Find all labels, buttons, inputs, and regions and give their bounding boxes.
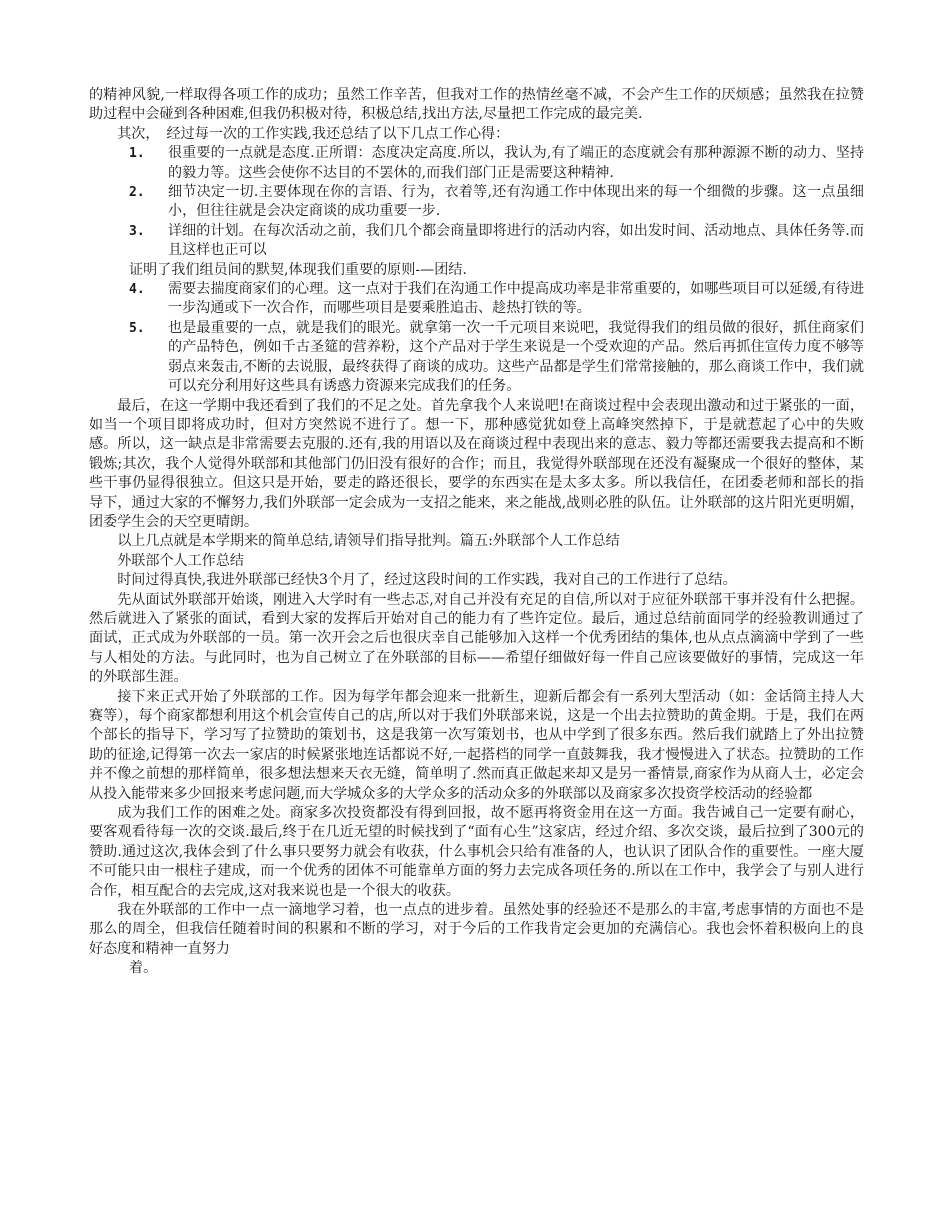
list-item-number: 3 . xyxy=(129,222,145,241)
list-item xyxy=(89,144,864,183)
list-item-number: 1 . xyxy=(129,144,145,163)
list-item-text: 很重要的一点就是态度.正所谓：态度决定高度.所以，我认为,有了端正的态度就会有那种源源不断的动力、坚持的毅力等。这些会使你不达目的不罢休的,而我们部门正是需要这种精神. xyxy=(168,145,864,181)
paragraph-difficulty: 成为我们工作的困难之处。商家多次投资都没有得到回报，故不愿再将资金用在这一方面。我告诫自己一定要有耐心，要客观看待每一次的交谈.最后,终于在几近无望的时候找到了“面有心生”这家店，经过介绍、多次交谈，最后拉到了300元的赞助.通过这次,我体会到了什么事只要努力就会有收获，什么事机会只给有准备的人，也认识了团队合作的重要性。一座大厦不可能只由一根柱子建成，而一个优秀的团体不可能靠单方面的努力去完成各项任务的.所以在工作中，我学会了与别人进行合作，相互配合的去完成,这对我来说也是一个很大的收获。 xyxy=(89,805,864,899)
list-item-number: 2 . xyxy=(129,183,145,202)
document-body xyxy=(89,86,864,979)
paragraph-finally: 最后，在这一学期中我还看到了我们的不足之处。首先拿我个人来说吧!在商谈过程中会表现出激动和过于紧张的一面，如当一个项目即将成功时，但对方突然说不进行了。想一下，那种感觉犹如登上高峰突然掉下，于是就惹起了心中的失败感。所以，这一缺点是非常需要去克服的.还有,我的用语以及在商谈过程中表现出来的意志、毅力等都还需要我去提高和不断锻炼;其次，我个人觉得外联部和其他部门仍旧没有很好的合作；而且，我觉得外联部现在还没有凝聚成一个很好的整体，某些干事仍显得很独立。但这只是开始，要走的路还很长，要学的东西实在是太多太多。所以我信任，在团委老师和部长的指导下，通过大家的不懈努力,我们外联部一定会成为一支招之能来，来之能战,战则必胜的队伍。让外联部的这片阳光更明媚，团委学生会的天空更晴朗。 xyxy=(89,397,864,530)
paragraph-unity: 证明了我们组员间的默契,体现我们重要的原则-—团结. xyxy=(129,261,467,278)
paragraph-end: 着。 xyxy=(129,960,158,977)
list-item-number: 4 . xyxy=(129,280,145,299)
list-item-text: 需要去揣度商家们的心理。这一点对于我们在沟通工作中提高成功率是非常重要的，如哪些项目可以延缓,有待进一步沟通或下一次合作，而哪些项目是要乘胜追击、趁热打铁的等。 xyxy=(168,281,864,317)
experience-list-b xyxy=(89,280,864,396)
list-item xyxy=(89,183,864,222)
list-item-text: 也是最重要的一点，就是我们的眼光。就拿第一次一千元项目来说吧，我觉得我们的组员做的很好，抓住商家们的产品特色，例如千古圣筵的营养粉，这个产品对于学生来说是一个受欢迎的产品。然后再抓住宣传力度不够等弱点来轰击,不断的去说服，最终获得了商谈的成功。这些产品都是学生们常常接触的，那么商谈工作中，我们就可以充分利用好这些具有诱惑力资源来完成我们的任务。 xyxy=(168,319,864,395)
paragraph-second: 其次， 经过每一次的工作实践,我还总结了以下几点工作心得： xyxy=(117,125,510,142)
section-title: 外联部个人工作总结 xyxy=(117,552,245,569)
paragraph-intro: 的精神风貌,一样取得各项工作的成功；虽然工作辛苦，但我对工作的热情丝毫不减，不会产生工作的厌烦感；虽然我在拉赞助过程中会碰到各种困难,但我仍积极对待，积极总结,找出方法,尽量把工作完成的最完美. xyxy=(89,87,864,123)
list-item xyxy=(89,280,864,319)
paragraph-summary: 以上几点就是本学期来的简单总结,请领导们指导批判。篇五:外联部个人工作总结 xyxy=(117,533,620,550)
list-item-number: 5 . xyxy=(129,319,145,338)
paragraph-interview: 先从面试外联部开始谈，刚进入大学时有一些忐忑,对自己并没有充足的自信,所以对于应征外联部干事并没有什么把握。然后就进入了紧张的面试，看到大家的发挥后开始对自己的能力有了些许定位。最后，通过总结前面同学的经验教训通过了面试，正式成为外联部的一员。第一次开会之后也很庆幸自己能够加入这样一个优秀团结的集体,也从点点滴滴中学到了一些与人相处的方法。与此同时，也为自己树立了在外联部的目标——希望仔细做好每一件自己应该要做好的事情，完成这一年的外联部生涯。 xyxy=(89,591,864,686)
list-item-text: 详细的计划。在每次活动之前，我们几个都会商量即将进行的活动内容，如出发时间、活动地点、具体任务等.而且这样也正可以 xyxy=(168,222,864,259)
list-item xyxy=(89,319,864,397)
list-item-text: 细节决定一切.主要体现在你的言语、行为，衣着等,还有沟通工作中体现出来的每一个细微的步骤。这一点虽细小，但往往就是会决定商谈的成功重要一步. xyxy=(168,184,864,220)
list-item xyxy=(89,222,864,261)
paragraph-time: 时间过得真快,我进外联部已经快3个月了，经过这段时间的工作实践，我对自己的工作进行了总结。 xyxy=(117,572,737,589)
experience-list-a xyxy=(89,144,864,260)
paragraph-learn: 我在外联部的工作中一点一滴地学习着，也一点点的进步着。虽然处事的经验还不是那么的丰富,考虑事情的方面也不是那么的周全，但我信任随着时间的积累和不断的学习，对于今后的工作我肯定会更加的充满信心。我也会怀着积极向上的良好态度和精神一直努力 xyxy=(89,902,864,957)
paragraph-work: 接下来正式开始了外联部的工作。因为每学年都会迎来一批新生，迎新后都会有一系列大型活动（如：金话筒主持人大赛等），每个商家都想利用这个机会宣传自己的店,所以对于我们外联部来说，这是一个出去拉赞助的黄金期。于是，我们在两个部长的指导下，学习写了拉赞助的策划书，这是我第一次写策划书，也从中学到了很多东西。然后我们就踏上了外出拉赞助的征途,记得第一次去一家店的时候紧张地连话都说不好,一起搭档的同学一直鼓舞我，我才慢慢进入了状态。拉赞助的工作并不像之前想的那样简单，很多想法想来天衣无缝，简单明了.然而真正做起来却又是另一番情景,商家作为从商人士，必定会从投入能带来多少回报来考虑问题,而大学城众多的大学众多的活动众多的外联部以及商家多次投资学校活动的经验都 xyxy=(89,688,864,802)
